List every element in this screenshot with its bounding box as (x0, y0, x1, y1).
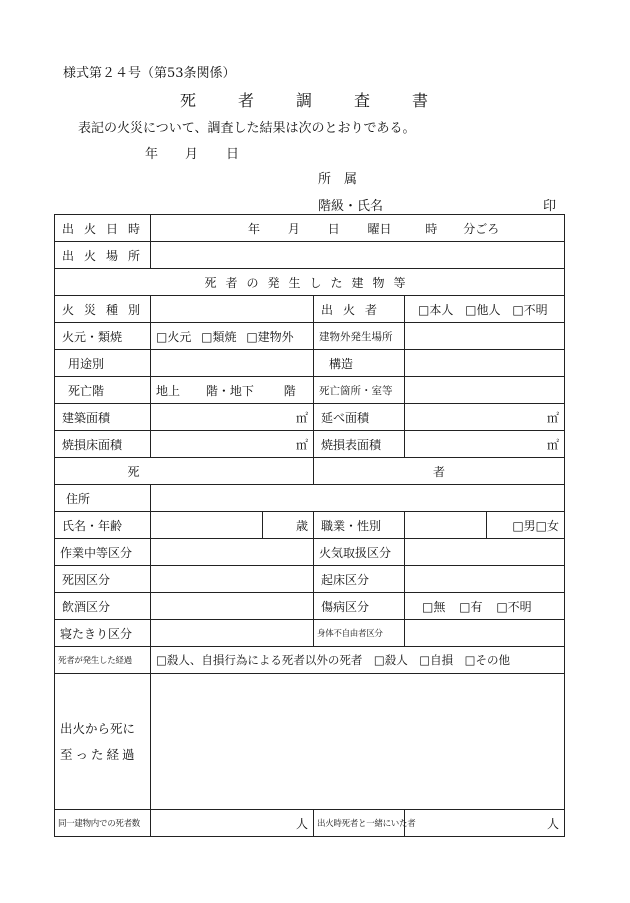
date-month-label: 月 (185, 147, 199, 162)
death-circumstance-label: 死者が発生した経過 (55, 647, 151, 674)
disaster-type-label: 火災種別 (62, 302, 151, 317)
date-year-label: 年 (145, 147, 159, 162)
weekday-unit: 曜日 (367, 221, 392, 236)
wake-label: 起床区分 (321, 572, 370, 587)
fire-place-field[interactable] (151, 242, 565, 269)
structure-field[interactable] (405, 350, 565, 377)
sqm-unit: ㎡ (547, 437, 560, 452)
progress-label-line2: 至った経過 (60, 746, 138, 762)
address-label: 住所 (66, 491, 91, 506)
burned-surface-area-label: 焼損表面積 (321, 437, 382, 452)
form-number: 様式第２４号（第53条関係） (63, 66, 236, 81)
address-field[interactable] (151, 485, 565, 512)
gender-options[interactable] (487, 512, 565, 539)
row-cause (55, 566, 565, 593)
checkbox-illness-unknown[interactable]: □不明 (496, 599, 532, 614)
row-burned-area (55, 431, 565, 458)
form-title: 死者調査書 (179, 91, 470, 110)
checkbox-female[interactable]: □女 (535, 518, 560, 533)
dead-section-heading-left (55, 458, 314, 485)
bedridden-label: 寝たきり区分 (55, 620, 151, 647)
dead-section-heading-right (314, 458, 565, 485)
seal-label: 印 (543, 199, 557, 214)
death-room-label: 死亡箇所・室等 (314, 377, 405, 404)
fire-handling-field[interactable] (405, 539, 565, 566)
basement-label: 階・地下 (205, 383, 254, 398)
checkbox-fire-origin[interactable]: □火元 (156, 329, 192, 344)
ground-label: 地上 (156, 383, 181, 398)
together-persons-field[interactable] (405, 810, 565, 837)
row-progress (55, 674, 565, 810)
total-floor-area-label: 延べ面積 (321, 410, 370, 425)
row-fire-datetime (55, 215, 565, 242)
progress-field[interactable] (151, 674, 565, 810)
occupation-gender-label: 職業・性別 (321, 518, 382, 533)
usage-field[interactable] (151, 350, 314, 377)
checkbox-spread[interactable]: □類焼 (201, 329, 237, 344)
minute-unit: 分ごろ (463, 221, 500, 236)
checkbox-yes[interactable]: □有 (459, 599, 483, 614)
checkbox-other[interactable]: □他人 (465, 302, 501, 317)
usage-label: 用途別 (68, 356, 105, 371)
structure-label: 構造 (329, 356, 354, 371)
person-unit: 人 (547, 816, 560, 831)
building-section-heading: 死者の発生した建物等 (55, 269, 565, 296)
checkbox-male[interactable]: □男 (512, 518, 536, 533)
together-persons-label: 出火時死者と一緒にいた者 (314, 810, 405, 837)
row-drinking (55, 593, 565, 620)
row-usage (55, 350, 565, 377)
age-unit: 歳 (295, 518, 308, 533)
day-unit: 日 (327, 221, 340, 236)
disaster-type-field[interactable] (151, 296, 314, 323)
illness-label: 傷病区分 (321, 599, 370, 614)
fire-person-label: 出火者 (321, 302, 388, 317)
disabled-label: 身体不自由者区分 (314, 620, 405, 647)
row-activity (55, 539, 565, 566)
year-unit: 年 (248, 221, 261, 236)
month-unit: 月 (287, 221, 300, 236)
row-building-section (55, 269, 565, 296)
fire-datetime-label: 出火日時 (62, 221, 151, 236)
name-age-label: 氏名・年齢 (62, 518, 123, 533)
rank-name-label: 階級・氏名 (318, 199, 384, 214)
fire-origin-label: 火元・類焼 (62, 329, 123, 344)
illness-options[interactable] (405, 593, 565, 620)
burned-floor-area-label: 焼損床面積 (62, 437, 123, 452)
dead-heading-char-1: 死 (127, 464, 140, 479)
sqm-unit: ㎡ (547, 410, 560, 425)
drinking-label: 飲酒区分 (62, 599, 111, 614)
row-name-age (55, 512, 565, 539)
death-floor-field[interactable] (151, 377, 314, 404)
total-floor-area-field[interactable] (405, 404, 565, 431)
row-counts (55, 810, 565, 837)
floor-unit: 階 (283, 383, 296, 398)
burned-surface-area-field[interactable] (405, 431, 565, 458)
same-building-dead-field[interactable] (151, 810, 314, 837)
activity-label: 作業中等区分 (55, 539, 151, 566)
activity-field[interactable] (151, 539, 314, 566)
age-field[interactable] (263, 512, 314, 539)
row-bedridden (55, 620, 565, 647)
checkbox-unknown[interactable]: □不明 (512, 302, 548, 317)
wake-field[interactable] (405, 566, 565, 593)
person-unit: 人 (295, 816, 308, 831)
checkbox-none[interactable]: □無 (422, 599, 446, 614)
fire-person-options[interactable] (405, 296, 565, 323)
row-disaster-type (55, 296, 565, 323)
name-field[interactable] (151, 512, 263, 539)
same-building-dead-label: 同一建物内での死者数 (55, 810, 151, 837)
checkbox-self[interactable]: □本人 (418, 302, 454, 317)
cause-of-death-label: 死因区分 (62, 572, 111, 587)
fire-datetime-field[interactable] (151, 215, 565, 242)
building-area-label: 建築面積 (62, 410, 111, 425)
drinking-field[interactable] (151, 593, 314, 620)
row-building-area (55, 404, 565, 431)
intro-text: 表記の火災について、調査した結果は次のとおりである。 (78, 121, 416, 136)
burned-floor-area-field[interactable] (151, 431, 314, 458)
fire-origin-options[interactable] (151, 323, 314, 350)
outside-place-field[interactable] (405, 323, 565, 350)
death-circumstance-options[interactable]: □殺人、自損行為による死者以外の死者 □殺人 □自損 □その他 (151, 647, 565, 674)
progress-label-line1: 出火から死に (60, 720, 136, 736)
row-address (55, 485, 565, 512)
disabled-field[interactable] (405, 620, 565, 647)
row-death-floor (55, 377, 565, 404)
occupation-field[interactable] (405, 512, 487, 539)
death-room-field[interactable] (405, 377, 565, 404)
cause-of-death-field[interactable] (151, 566, 314, 593)
row-fire-place (55, 242, 565, 269)
bedridden-field[interactable] (151, 620, 314, 647)
hour-unit: 時 (425, 221, 438, 236)
dead-heading-char-2: 者 (433, 464, 446, 479)
row-circumstance (55, 647, 565, 674)
fire-handling-label: 火気取扱区分 (314, 539, 405, 566)
row-dead-section (55, 458, 565, 485)
building-area-field[interactable] (151, 404, 314, 431)
date-day-label: 日 (226, 147, 240, 162)
checkbox-outside[interactable]: □建物外 (246, 329, 294, 344)
sqm-unit: ㎡ (295, 437, 308, 452)
affiliation-label: 所 属 (318, 172, 358, 187)
sqm-unit: ㎡ (295, 410, 308, 425)
death-survey-table (54, 214, 565, 837)
outside-place-label: 建物外発生場所 (314, 323, 405, 350)
progress-label (55, 674, 151, 810)
fire-place-label: 出火場所 (62, 248, 151, 263)
row-fire-origin (55, 323, 565, 350)
death-floor-label: 死亡階 (68, 383, 105, 398)
